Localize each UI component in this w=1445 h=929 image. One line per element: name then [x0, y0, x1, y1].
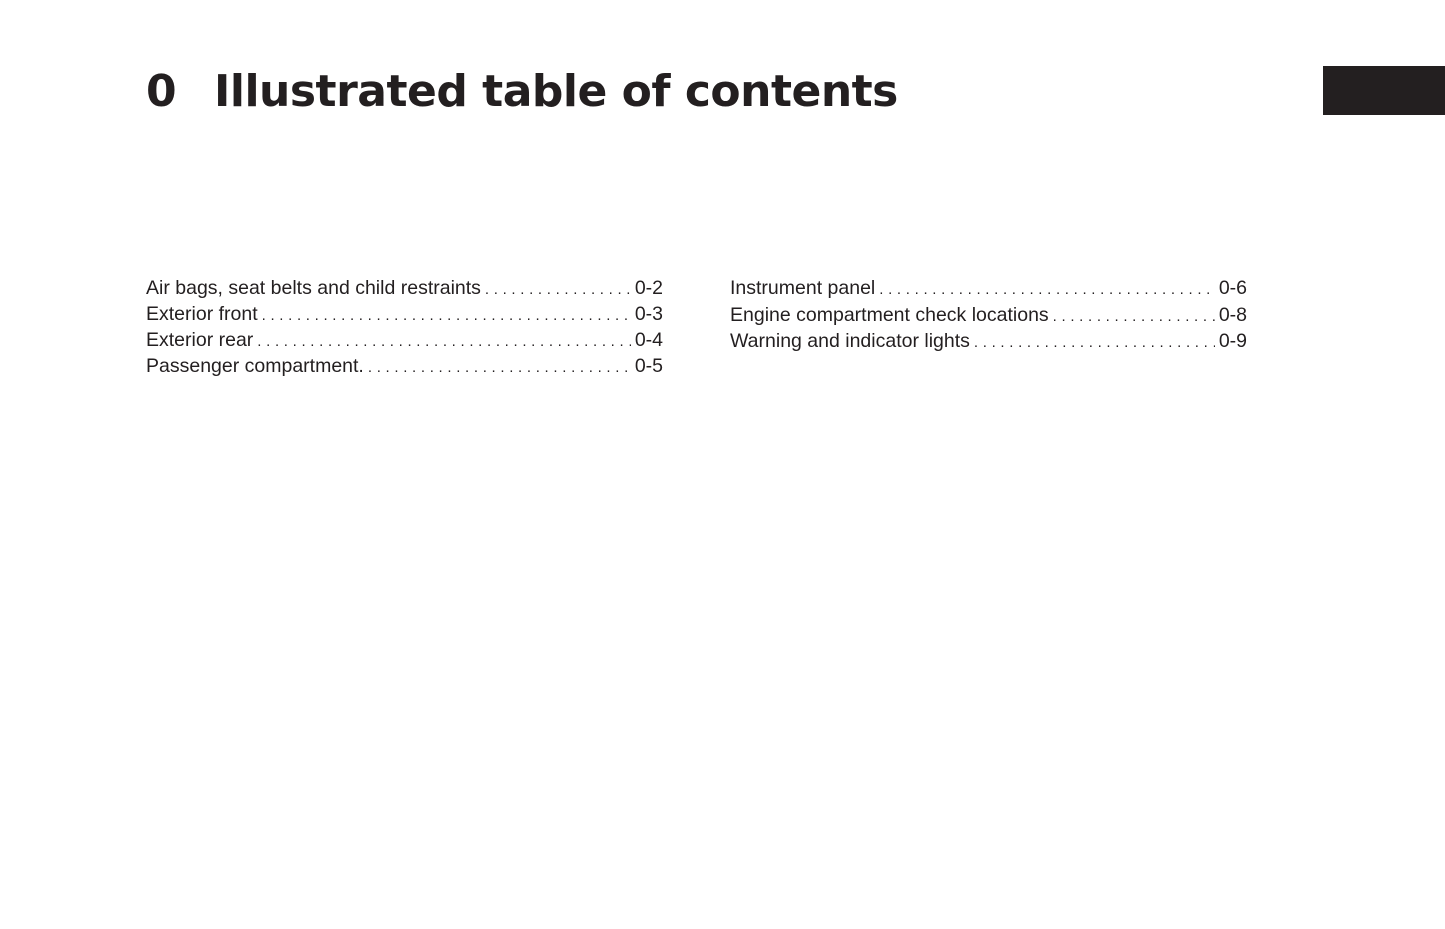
toc-entry-engine-compartment[interactable] — [730, 302, 1247, 329]
toc-entry-label: Exterior rear — [146, 329, 254, 351]
toc-entry-label: Warning and indicator lights — [730, 330, 970, 352]
toc-entry-page: 0-4 — [634, 329, 663, 351]
toc-entry-page: 0-9 — [1218, 330, 1247, 352]
dot-leader — [262, 303, 631, 329]
dot-leader — [879, 277, 1215, 304]
toc-column-left — [146, 275, 663, 379]
dot-leader — [368, 355, 631, 381]
toc-entry-page: 0-5 — [634, 355, 663, 377]
toc-entry-airbags[interactable] — [146, 275, 663, 301]
page-title: Illustrated table of contents — [214, 66, 898, 117]
toc-entry-instrument-panel[interactable] — [730, 275, 1247, 302]
dot-leader — [1053, 304, 1215, 331]
chapter-number: 0 — [146, 66, 177, 117]
toc-entry-page: 0-6 — [1218, 277, 1247, 299]
chapter-tab-marker — [1323, 66, 1445, 115]
toc-entry-exterior-rear[interactable] — [146, 327, 663, 353]
toc-entry-label: Engine compartment check locations — [730, 303, 1049, 326]
toc-entry-label: Air bags, seat belts and child restraints — [146, 277, 481, 299]
dot-leader — [974, 330, 1215, 357]
toc-entry-page: 0-8 — [1218, 303, 1247, 326]
chapter-header — [146, 62, 898, 122]
dot-leader — [257, 329, 631, 355]
dot-leader — [485, 277, 631, 303]
toc-entry-passenger-compartment[interactable] — [146, 353, 663, 379]
toc-entry-page: 0-3 — [634, 303, 663, 325]
toc-entry-label: Exterior front — [146, 303, 258, 325]
toc-entry-exterior-front[interactable] — [146, 301, 663, 327]
toc-entry-label: Passenger compartment. — [146, 355, 364, 377]
toc-entry-warning-lights[interactable] — [730, 328, 1247, 355]
toc-column-right — [730, 275, 1247, 355]
toc-entry-label: Instrument panel — [730, 277, 876, 299]
toc-entry-page: 0-2 — [634, 277, 663, 299]
